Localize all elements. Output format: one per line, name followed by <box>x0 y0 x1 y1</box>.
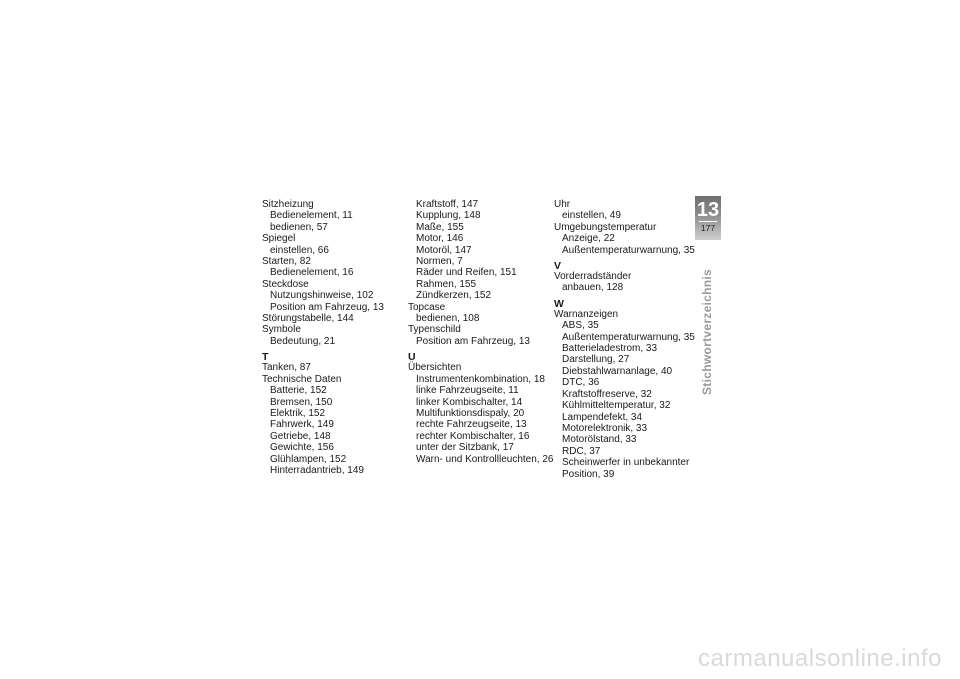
index-column-2 <box>408 199 554 465</box>
index-subentry: Zündkerzen, 152 <box>416 290 492 302</box>
index-entry: Steckdose <box>262 278 309 290</box>
index-subentry: Bedienelement, 16 <box>270 267 354 279</box>
index-subentry: Gewichte, 156 <box>270 442 334 454</box>
index-subentry: Batterie, 152 <box>270 385 327 397</box>
index-subentry: Position am Fahrzeug, 13 <box>270 301 384 313</box>
index-column-1 <box>262 199 402 476</box>
index-subentry: Scheinwerfer in unbekannter <box>562 457 690 469</box>
index-subentry: bedienen, 57 <box>270 221 328 233</box>
index-entry: Topcase <box>408 301 446 313</box>
index-entry: Sitzheizung <box>262 199 314 210</box>
index-subentry: Instrumentenkombination, 18 <box>416 373 545 385</box>
index-subentry: Hinterradantrieb, 149 <box>270 464 364 476</box>
index-subentry: ABS, 35 <box>562 320 599 332</box>
index-subentry: Batterieladestrom, 33 <box>562 343 658 355</box>
index-letter-heading: V <box>554 260 562 273</box>
index-subentry: unter der Sitzbank, 17 <box>416 442 514 454</box>
index-subentry: Warn- und Kontrollleuchten, 26 <box>416 453 554 465</box>
chapter-tab-divider <box>699 221 717 222</box>
index-subentry: Elektrik, 152 <box>270 407 326 419</box>
index-subentry: Rahmen, 155 <box>416 278 477 290</box>
section-title-vertical: Stichwortverzeichnis <box>700 268 714 395</box>
index-subentry: Darstellung, 27 <box>562 354 630 366</box>
index-subentry: Bedienelement, 11 <box>270 210 353 222</box>
index-subentry: linker Kombischalter, 14 <box>416 396 523 408</box>
index-subentry: RDC, 37 <box>562 445 601 457</box>
index-subentry: rechter Kombischalter, 16 <box>416 430 530 442</box>
index-subentry: Anzeige, 22 <box>562 233 615 245</box>
index-subentry: Glühlampen, 152 <box>270 453 347 465</box>
index-subentry: Räder und Reifen, 151 <box>416 267 517 279</box>
index-entry: Technische Daten <box>262 373 342 385</box>
index-entry: Übersichten <box>408 362 462 374</box>
index-subentry: Motorölstand, 33 <box>562 434 637 446</box>
chapter-number: 13 <box>696 199 720 221</box>
index-subentry: Außentemperaturwarnung, 35 <box>562 244 695 256</box>
index-subentry: Außentemperaturwarnung, 35 <box>562 331 695 343</box>
index-subentry: rechte Fahrzeugseite, 13 <box>416 419 527 431</box>
index-subentry: Position am Fahrzeug, 13 <box>416 335 530 347</box>
index-entry: Vorderradständer <box>554 271 632 283</box>
index-subentry: Bedeutung, 21 <box>270 335 336 347</box>
index-subentry: Normen, 7 <box>416 256 463 268</box>
index-subentry: linke Fahrzeugseite, 11 <box>416 385 519 397</box>
index-letter-heading: U <box>408 351 416 364</box>
index-subentry: einstellen, 49 <box>562 210 621 222</box>
index-subentry: einstellen, 66 <box>270 244 329 256</box>
index-subentry: Diebstahlwarnanlage, 40 <box>562 365 673 377</box>
index-subentry: Nutzungshinweise, 102 <box>270 290 374 302</box>
index-entry: Symbole <box>262 324 301 336</box>
index-entry: Störungstabelle, 144 <box>262 313 354 325</box>
index-subentry: Maße, 155 <box>416 221 464 233</box>
index-entry: Starten, 82 <box>262 256 311 268</box>
index-subentry: Lampendefekt, 34 <box>562 411 643 423</box>
index-subentry: DTC, 36 <box>562 377 600 389</box>
index-entry: Tanken, 87 <box>262 362 311 374</box>
index-subentry: Motorelektronik, 33 <box>562 422 648 434</box>
index-subentry: Getriebe, 148 <box>270 430 331 442</box>
index-subentry: Kraftstoff, 147 <box>416 199 479 210</box>
index-letter-heading: T <box>262 351 269 364</box>
index-entry: Spiegel <box>262 233 296 245</box>
index-subentry: Motor, 146 <box>416 233 464 245</box>
chapter-tab <box>695 196 721 240</box>
index-subentry: bedienen, 108 <box>416 313 480 325</box>
index-entry: Uhr <box>554 199 571 210</box>
index-subentry: Fahrwerk, 149 <box>270 419 334 431</box>
index-letter-heading: W <box>554 297 564 310</box>
index-subentry: Kühlmitteltemperatur, 32 <box>562 400 671 412</box>
index-subentry: Motoröl, 147 <box>416 244 472 256</box>
index-subentry: Kraftstoffreserve, 32 <box>562 388 652 400</box>
index-subentry: Multifunktionsdispaly, 20 <box>416 407 525 419</box>
index-entry: Warnanzeigen <box>554 308 619 320</box>
index-entry: Typenschild <box>408 324 461 336</box>
watermark: carmanualsonline.info <box>698 645 942 672</box>
page-number: 177 <box>700 223 716 233</box>
index-entry: Umgebungstemperatur <box>554 221 657 233</box>
index-subentry: Position, 39 <box>562 468 615 480</box>
index-subentry: Bremsen, 150 <box>270 396 333 408</box>
index-subentry: Kupplung, 148 <box>416 210 481 222</box>
index-column-3 <box>554 199 699 480</box>
index-subentry: anbauen, 128 <box>562 282 624 294</box>
